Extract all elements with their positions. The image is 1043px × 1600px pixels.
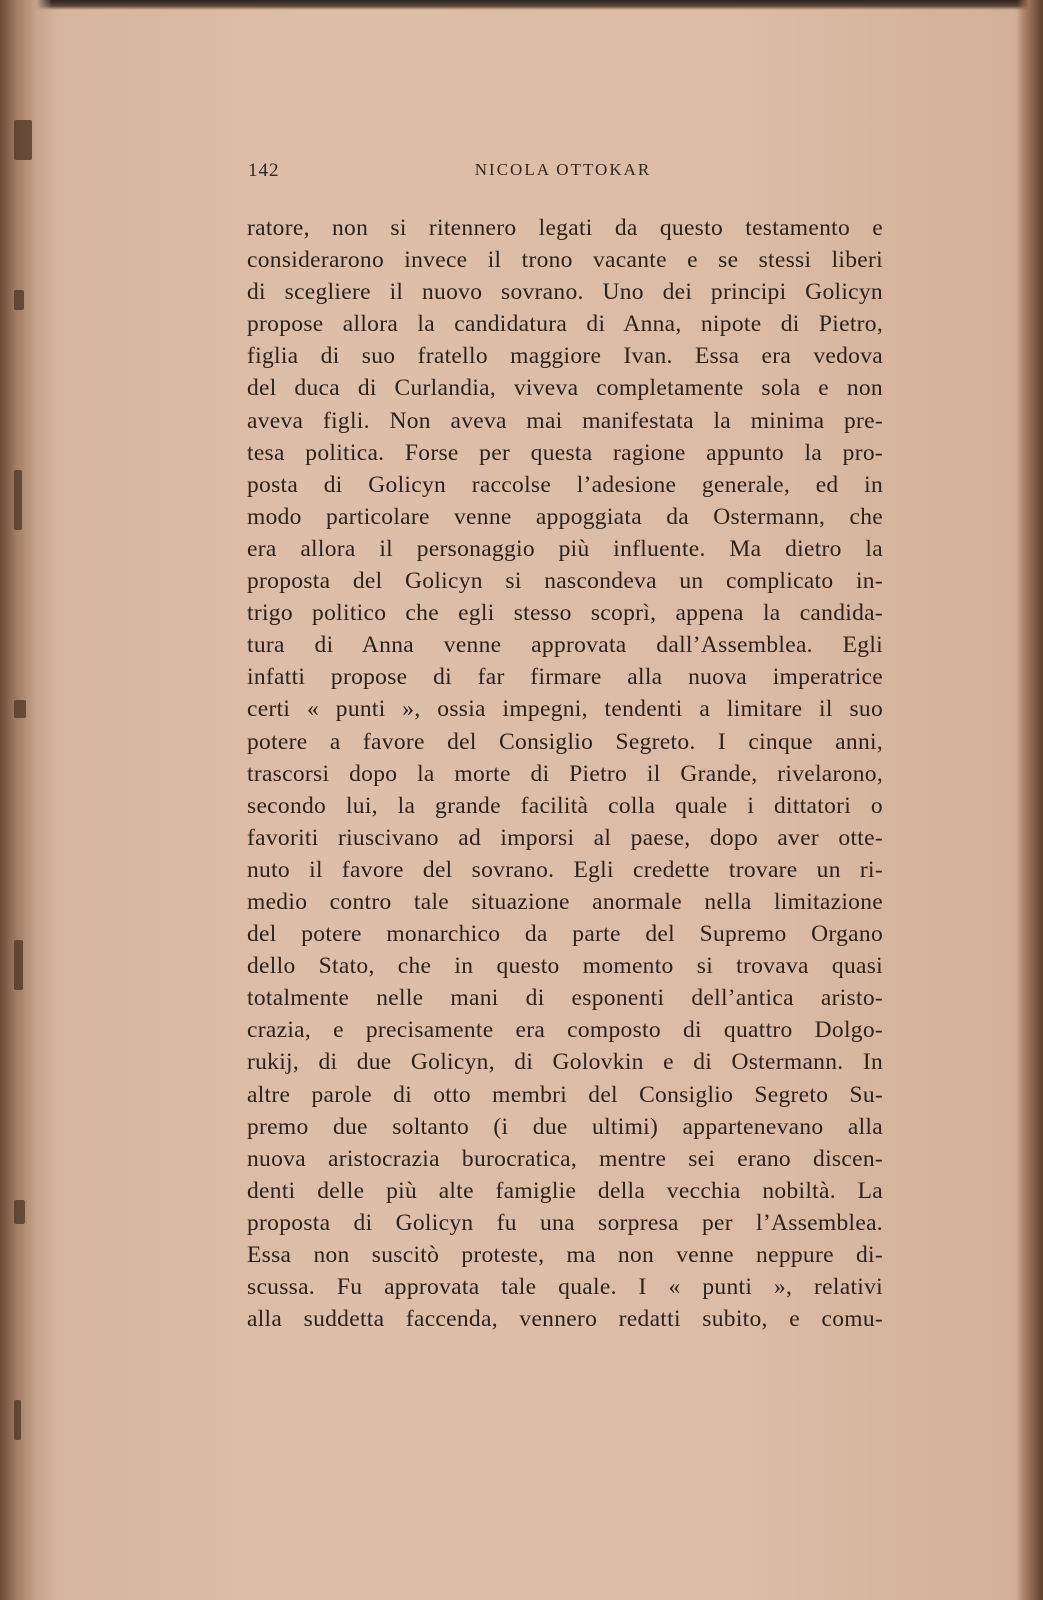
text-line: rukij, di due Golicyn, di Golovkin e di Ostermann. In: [247, 1049, 883, 1076]
page-header: [248, 160, 888, 186]
text-line: nuova aristocrazia burocratica, mentre sei erano discen-: [247, 1145, 883, 1172]
text-line: medio contro tale situazione anormale nella limitazione: [247, 888, 883, 915]
text-line: tesa politica. Forse per questa ragione appunto la pro-: [247, 439, 883, 466]
text-line: modo particolare venne appoggiata da Ostermann, che: [247, 503, 883, 530]
text-line: alla suddetta faccenda, vennero redatti subito, e comu-: [247, 1306, 883, 1333]
text-line: tura di Anna venne approvata dall’Assemblea. Egli: [247, 632, 883, 659]
text-line: denti delle più alte famiglie della vecchia nobiltà. La: [247, 1177, 883, 1204]
binding-tear: [14, 1400, 21, 1440]
text-line: premo due soltanto (i due ultimi) appartenevano alla: [247, 1113, 883, 1140]
text-line: dello Stato, che in questo momento si trovava quasi: [247, 953, 883, 980]
text-line: proposta del Golicyn si nascondeva un complicato in-: [247, 568, 883, 595]
binding-edge: [0, 0, 52, 1600]
binding-tear: [14, 1200, 25, 1224]
text-line: altre parole di otto membri del Consiglio Segreto Su-: [247, 1081, 883, 1108]
text-line: favoriti riuscivano ad imporsi al paese, dopo aver otte-: [247, 824, 883, 851]
page-number: 142: [248, 160, 280, 181]
page-top-edge: [0, 0, 1043, 10]
text-line: proposta di Golicyn fu una sorpresa per l’Assemblea.: [247, 1209, 883, 1236]
text-line: secondo lui, la grande facilità colla quale i dittatori o: [247, 792, 883, 819]
text-line: propose allora la candidatura di Anna, nipote di Pietro,: [247, 311, 883, 338]
body-text: [247, 212, 883, 1335]
text-line: era allora il personaggio più influente. Ma dietro la: [247, 535, 883, 562]
text-line: di scegliere il nuovo sovrano. Uno dei principi Golicyn: [247, 279, 883, 306]
text-line: infatti propose di far firmare alla nuova imperatrice: [247, 664, 883, 691]
text-line: scussa. Fu approvata tale quale. I « punti », relativi: [247, 1274, 883, 1301]
text-line: nuto il favore del sovrano. Egli credette trovare un ri-: [247, 856, 883, 883]
running-title: NICOLA OTTOKAR: [474, 160, 652, 179]
text-line: trascorsi dopo la morte di Pietro il Grande, rivelarono,: [247, 760, 883, 787]
text-line: posta di Golicyn raccolse l’adesione generale, ed in: [247, 471, 883, 498]
text-line: Essa non suscitò proteste, ma non venne neppure di-: [247, 1242, 883, 1268]
text-line: aveva figli. Non aveva mai manifestata la minima pre-: [247, 407, 883, 434]
text-line: considerarono invece il trono vacante e se stessi liberi: [247, 247, 883, 274]
binding-tear: [14, 700, 26, 718]
text-line: totalmente nelle mani di esponenti dell’antica aristo-: [247, 985, 883, 1012]
text-line: del duca di Curlandia, viveva completamente sola e non: [247, 375, 883, 402]
text-line: crazia, e precisamente era composto di quattro Dolgo-: [247, 1017, 883, 1044]
text-line: ratore, non si ritennero legati da questo testamento e: [247, 215, 883, 241]
text-line: trigo politico che egli stesso scoprì, appena la candida-: [247, 600, 883, 627]
text-line: certi « punti », ossia impegni, tendenti a limitare il suo: [247, 696, 883, 723]
binding-tear: [14, 120, 32, 160]
binding-tear: [14, 290, 24, 310]
binding-tear: [14, 470, 22, 530]
binding-tear: [14, 940, 23, 990]
text-line: potere a favore del Consiglio Segreto. I cinque anni,: [247, 728, 883, 755]
text-line: del potere monarchico da parte del Supremo Organo: [247, 921, 883, 948]
text-line: figlia di suo fratello maggiore Ivan. Essa era vedova: [247, 343, 883, 370]
page-right-edge: [1017, 0, 1043, 1600]
